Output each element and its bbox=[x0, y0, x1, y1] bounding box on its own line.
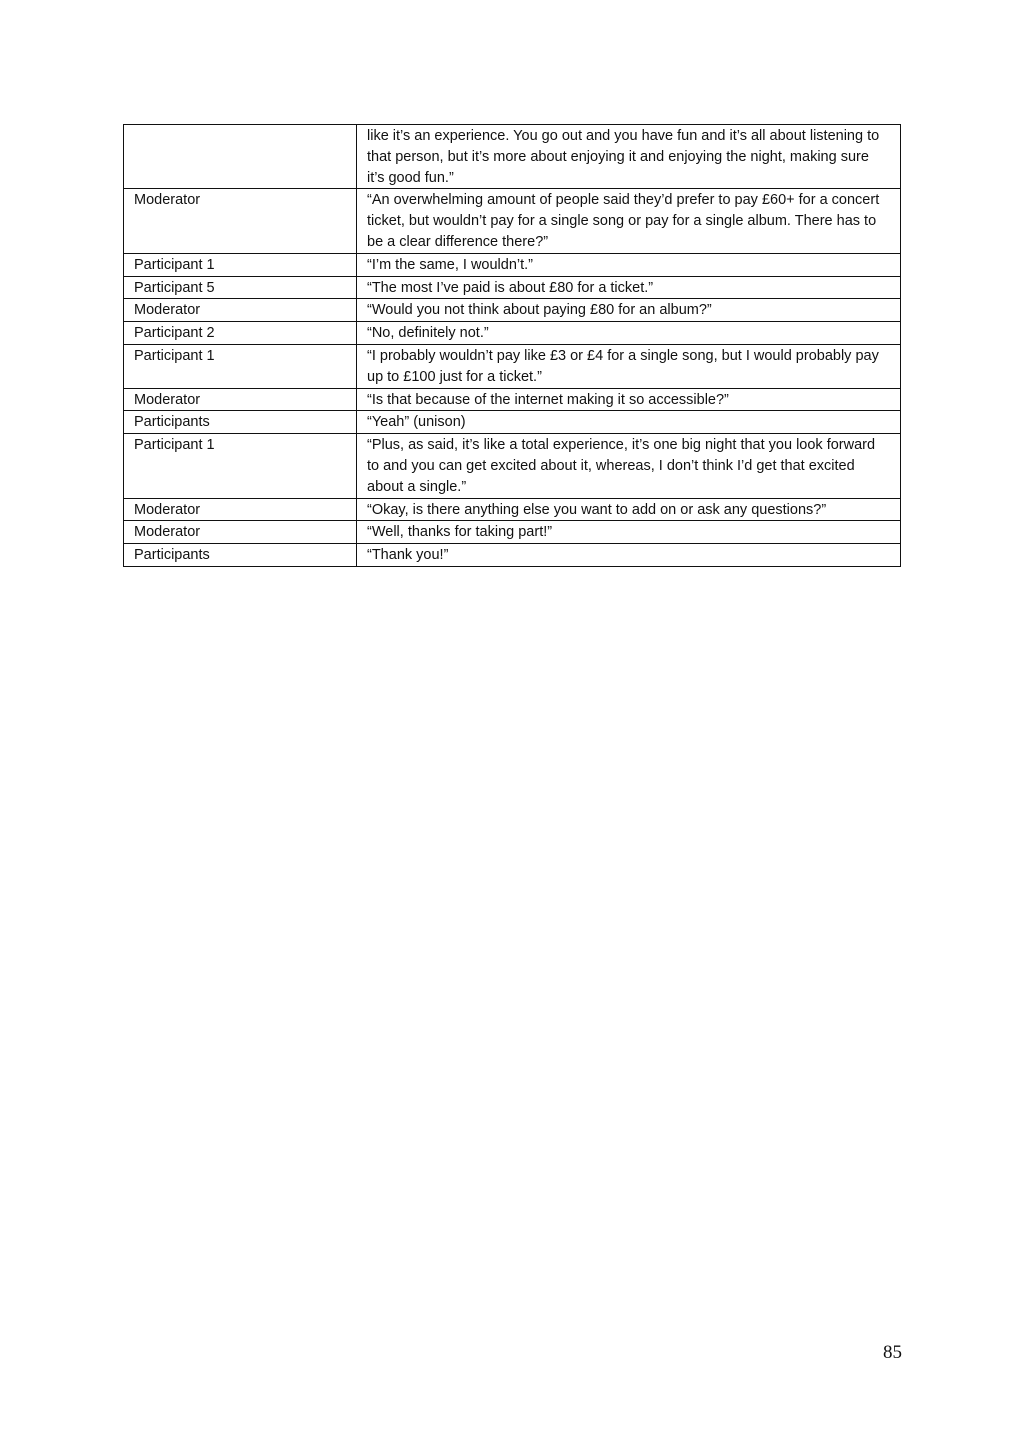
table-row bbox=[124, 125, 901, 189]
speaker-cell bbox=[124, 125, 357, 189]
page-number: 85 bbox=[883, 1342, 902, 1363]
transcript-table bbox=[123, 124, 901, 567]
utterance-cell: “I’m the same, I wouldn’t.” bbox=[357, 253, 901, 276]
speaker-cell: Participant 5 bbox=[124, 276, 357, 299]
table-row bbox=[124, 322, 901, 345]
table-row bbox=[124, 276, 901, 299]
utterance-cell: like it’s an experience. You go out and you have fun and it’s all about listening to that person, but it’s more about enjoying it and enjoying the night, making sure it’s good fun.” bbox=[357, 125, 901, 189]
utterance-cell: “Well, thanks for taking part!” bbox=[357, 521, 901, 544]
speaker-cell: Moderator bbox=[124, 388, 357, 411]
utterance-cell: “Okay, is there anything else you want to add on or ask any questions?” bbox=[357, 498, 901, 521]
table-row bbox=[124, 434, 901, 498]
table-row bbox=[124, 411, 901, 434]
speaker-cell: Moderator bbox=[124, 189, 357, 253]
utterance-cell: “I probably wouldn’t pay like £3 or £4 for a single song, but I would probably pay up to £100 just for a ticket.” bbox=[357, 344, 901, 388]
utterance-cell: “Yeah” (unison) bbox=[357, 411, 901, 434]
utterance-cell: “Is that because of the internet making it so accessible?” bbox=[357, 388, 901, 411]
table-row bbox=[124, 253, 901, 276]
speaker-cell: Participant 1 bbox=[124, 344, 357, 388]
speaker-cell: Participants bbox=[124, 411, 357, 434]
utterance-cell: “Would you not think about paying £80 for an album?” bbox=[357, 299, 901, 322]
utterance-cell: “No, definitely not.” bbox=[357, 322, 901, 345]
speaker-cell: Participant 1 bbox=[124, 253, 357, 276]
table-row bbox=[124, 299, 901, 322]
speaker-cell: Participants bbox=[124, 544, 357, 567]
speaker-cell: Participant 1 bbox=[124, 434, 357, 498]
speaker-cell: Moderator bbox=[124, 299, 357, 322]
speaker-cell: Moderator bbox=[124, 498, 357, 521]
utterance-cell: “Thank you!” bbox=[357, 544, 901, 567]
utterance-cell: “An overwhelming amount of people said they’d prefer to pay £60+ for a concert ticket, but wouldn’t pay for a single song or pay for a single album. There has to be a clear difference there?” bbox=[357, 189, 901, 253]
table-row bbox=[124, 544, 901, 567]
speaker-cell: Participant 2 bbox=[124, 322, 357, 345]
transcript-table-body bbox=[124, 125, 901, 567]
utterance-cell: “The most I’ve paid is about £80 for a ticket.” bbox=[357, 276, 901, 299]
table-row bbox=[124, 189, 901, 253]
utterance-cell: “Plus, as said, it’s like a total experience, it’s one big night that you look forward to and you can get excited about it, whereas, I don’t think I’d get that excited about a single.” bbox=[357, 434, 901, 498]
table-row bbox=[124, 344, 901, 388]
table-row bbox=[124, 498, 901, 521]
speaker-cell: Moderator bbox=[124, 521, 357, 544]
table-row bbox=[124, 521, 901, 544]
table-row bbox=[124, 388, 901, 411]
